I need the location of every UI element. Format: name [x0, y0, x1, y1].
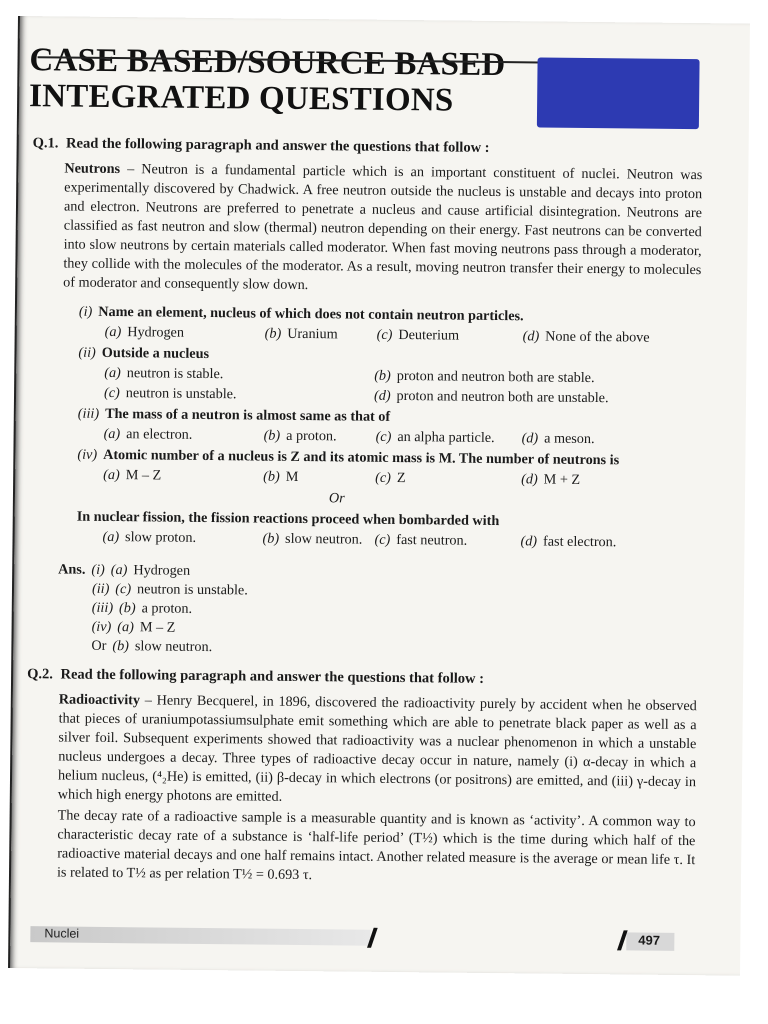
subq-stem: Outside a nucleus: [101, 344, 210, 363]
q2-number: Q.2.: [27, 666, 53, 683]
option-b: (b) slow neutron.: [262, 530, 363, 548]
option-a: (a) an electron.: [103, 425, 193, 443]
option-d: (d) a meson.: [521, 430, 595, 448]
option-c: (c) Z: [375, 469, 406, 487]
option-a: (a) Hydrogen: [104, 323, 185, 341]
answer-row: (iii) (b) a proton.: [91, 599, 193, 617]
q1-para-lead: Neutrons: [64, 160, 121, 178]
subq-stem: Atomic number of a nucleus is Z and its atomic mass is M. The number of neutrons is: [103, 446, 620, 469]
chapter-name: Nuclei: [44, 926, 80, 941]
q1-number: Q.1.: [32, 135, 59, 152]
subq-stem: Name an element, nucleus of which does not contain neutron particles.: [98, 303, 524, 325]
answer-row: (ii) (c) neutron is unstable.: [91, 580, 248, 599]
answer-row: Or (b) slow neutron.: [91, 637, 213, 656]
title-line-2: INTEGRATED QUESTIONS: [28, 78, 454, 119]
option-a: (a) M – Z: [103, 466, 162, 484]
q1-instruction: Read the following paragraph and answer the questions that follow :: [65, 135, 490, 156]
q1-subquestion-3: [78, 405, 700, 451]
q2-heading: [27, 665, 697, 691]
page-title: [29, 42, 506, 119]
subq-number: (iii): [77, 405, 100, 422]
subq-stem: In nuclear fission, the fission reactions proceed when bombarded with: [76, 508, 500, 530]
q1-or-question: [76, 508, 698, 554]
answer-row: Ans. (i) (a) Hydrogen: [58, 561, 191, 579]
footer-strip: [30, 926, 370, 946]
content: [25, 134, 703, 889]
q1-subquestion-2: [78, 344, 701, 410]
book-page: [8, 16, 750, 976]
option-d: (d) fast electron.: [520, 533, 617, 551]
title-line-1: CASE BASED/SOURCE BASED: [29, 42, 506, 84]
option-b: (b) Uranium: [264, 325, 338, 343]
subq-stem: The mass of a neutron is almost same as that of: [105, 405, 391, 425]
q1-paragraph: [63, 159, 702, 299]
answer-row: (iv) (a) M – Z: [91, 618, 176, 636]
option-c: (c) neutron is unstable.: [103, 384, 237, 403]
option-d: (d) proton and neutron both are unstable.: [373, 387, 609, 407]
options: [104, 363, 700, 409]
option-a: (a) slow proton.: [102, 528, 197, 546]
q2-paragraph: [58, 690, 697, 811]
q2-instruction: Read the following paragraph and answer the questions that follow :: [60, 666, 485, 687]
option-a: (a) neutron is stable.: [104, 364, 224, 383]
subq-number: (iv): [77, 446, 98, 463]
page-number: 497: [638, 932, 661, 948]
option-c: (c) an alpha particle.: [375, 428, 495, 447]
option-c: (c) fast neutron.: [374, 531, 468, 549]
option-b: (b) M: [263, 468, 299, 485]
q2-para-lead: Radioactivity: [58, 691, 141, 709]
q1-subquestion-4: [77, 446, 699, 492]
q2-paragraph-2: The decay rate of a radioactive sample is a measurable quantity and is known as ‘activity’. A common way to characteristic decay rate of a substance is ‘half-life period’ (T½) which is the time during which half of the radioactive material decays and one half remains intact. Another related measure is the average or mean life τ. It is related to T½ as per relation T½ = 0.693 τ.: [56, 807, 696, 884]
option-d: (d) M + Z: [521, 471, 581, 488]
subq-number: (i): [78, 303, 93, 320]
or-label: Or: [328, 490, 345, 507]
option-d: (d) None of the above: [522, 328, 650, 346]
option-b: (b) a proton.: [263, 427, 337, 445]
header-color-block: [537, 57, 700, 129]
q1-answers: [57, 560, 698, 662]
subq-number: (ii): [78, 344, 96, 361]
q1-para-text: – Neutron is a fundamental particle which is an important constituent of nuclei. Neutron was experimentally discovered by Chadwick. A free neutron outside the nucleus is unstable and decays into proton and electron. Neutrons are preferred to penetrate a nucleus and cause artificial disintegration. Neutrons are classified as fast neutron and slow (thermal) neutron depending on their energy. Fast neutrons can be converted into slow neutrons by certain materials called moderator. When fast moving neutrons pass through a moderator, they collide with the molecules of the moderator. As a result, moving neutron transfer their energy to molecules of moderator and consequently slow down.: [63, 161, 703, 294]
q1-subquestion-1: [79, 303, 701, 349]
option-b: (b) proton and neutron both are stable.: [374, 367, 595, 387]
q1-heading: [33, 134, 703, 160]
page-footer: [30, 922, 732, 951]
q2-para-text: – Henry Becquerel, in 1896, discovered the radioactivity purely by accident when he observed that pieces of uraniumpotassiumsulphate emit something which are able to penetrate black paper as well as a silver foil. Subsequent experiments showed that radioactivity was a nuclear phenomenon in which a unstable nucleus undergoes a decay. Three types of radioactive decay occur in nature, namely (i) α-decay in which a helium nucleus, (⁴₂He) is emitted, (ii) β-decay in which electrons (or positrons) are emitted, and (iii) γ-decay in which high energy photons are emitted.: [57, 692, 697, 805]
option-c: (c) Deuterium: [376, 326, 460, 344]
